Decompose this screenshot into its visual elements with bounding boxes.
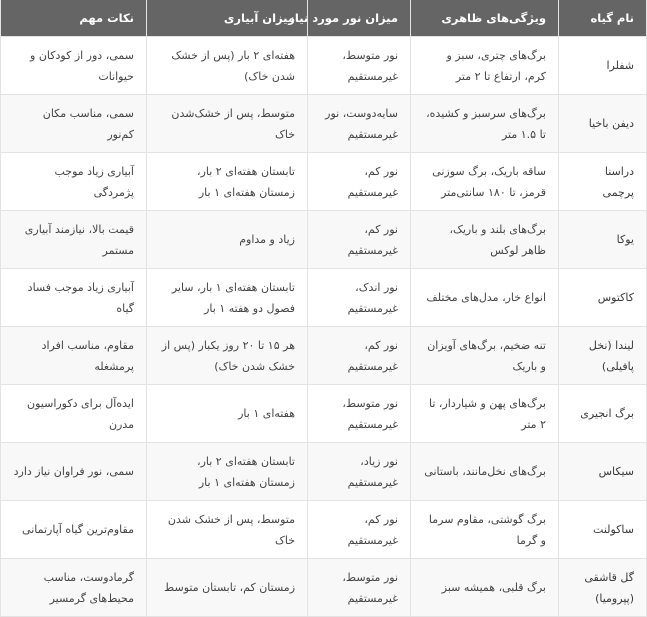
cell-light: نور متوسط، غیرمستقیم: [308, 385, 411, 443]
cell-watering: تابستان هفته‌ای ۲ بار، زمستان هفته‌ای ۱ بار: [147, 443, 308, 501]
cell-light: نور اندک، غیرمستقیم: [308, 269, 411, 327]
cell-watering: هفته‌ای ۲ بار (پس از خشک شدن خاک): [147, 37, 308, 95]
cell-light: نور کم، غیرمستقیم: [308, 211, 411, 269]
cell-light: نور زیاد، غیرمستقیم: [308, 443, 411, 501]
cell-notes: گرمادوست، مناسب محیط‌های گرمسیر: [1, 559, 147, 617]
cell-name: برگ انجیری: [559, 385, 647, 443]
cell-light: نور کم، غیرمستقیم: [308, 153, 411, 211]
cell-watering: زمستان کم، تابستان متوسط: [147, 559, 308, 617]
cell-appearance: برگ‌های پهن و شیاردار، تا ۲ متر: [411, 385, 559, 443]
cell-light: نور متوسط، غیرمستقیم: [308, 37, 411, 95]
cell-appearance: انواع خار، مدل‌های مختلف: [411, 269, 559, 327]
table-row: [1, 153, 647, 211]
table-row: [1, 37, 647, 95]
cell-name: دیفن باخیا: [559, 95, 647, 153]
cell-name: ساکولنت: [559, 501, 647, 559]
table-row: [1, 327, 647, 385]
table-row: [1, 269, 647, 327]
cell-notes: آبیاری زیاد موجب پژمردگی: [1, 153, 147, 211]
table-row: [1, 559, 647, 617]
cell-appearance: برگ‌های نخل‌مانند، باستانی: [411, 443, 559, 501]
cell-notes: مقاوم، مناسب افراد پرمشغله: [1, 327, 147, 385]
cell-appearance: برگ قلبی، همیشه سبز: [411, 559, 559, 617]
table-header: [1, 0, 647, 37]
header-light: میزان نور مورد نیاز: [308, 0, 411, 37]
cell-notes: ایده‌آل برای دکوراسیون مدرن: [1, 385, 147, 443]
cell-watering: متوسط، پس از خشک‌شدن خاک: [147, 95, 308, 153]
cell-notes: قیمت بالا، نیازمند آبیاری مستمر: [1, 211, 147, 269]
table-row: [1, 443, 647, 501]
cell-appearance: ساقه باریک، برگ سوزنی قرمز، تا ۱۸۰ سانتی‌متر: [411, 153, 559, 211]
header-notes: نکات مهم: [1, 0, 147, 37]
header-watering: میزان آبیاری: [147, 0, 308, 37]
cell-watering: متوسط، پس از خشک شدن خاک: [147, 501, 308, 559]
cell-appearance: تنه ضخیم، برگ‌های آویزان و باریک: [411, 327, 559, 385]
cell-appearance: برگ‌های بلند و باریک، ظاهر لوکس: [411, 211, 559, 269]
cell-name: شفلرا: [559, 37, 647, 95]
cell-watering: زیاد و مداوم: [147, 211, 308, 269]
cell-appearance: برگ گوشتی، مقاوم سرما و گرما: [411, 501, 559, 559]
table-body: [1, 37, 647, 617]
cell-light: سایه‌دوست، نور غیرمستقیم: [308, 95, 411, 153]
cell-watering: هر ۱۵ تا ۲۰ روز یکبار (پس از خشک شدن خاک): [147, 327, 308, 385]
cell-light: نور کم، غیرمستقیم: [308, 327, 411, 385]
cell-name: سیکاس: [559, 443, 647, 501]
header-row: [1, 0, 647, 37]
cell-name: یوکا: [559, 211, 647, 269]
header-appearance: ویژگی‌های ظاهری: [411, 0, 559, 37]
cell-appearance: برگ‌های چتری، سبز و کرم، ارتفاع تا ۲ متر: [411, 37, 559, 95]
table-row: [1, 501, 647, 559]
header-name: نام گیاه: [559, 0, 647, 37]
cell-notes: سمی، دور از کودکان و حیوانات: [1, 37, 147, 95]
cell-name: گل قاشقی (پپرومیا): [559, 559, 647, 617]
table-row: [1, 385, 647, 443]
cell-light: نور کم، غیرمستقیم: [308, 501, 411, 559]
cell-appearance: برگ‌های سرسبز و کشیده، تا ۱.۵ متر: [411, 95, 559, 153]
cell-watering: تابستان هفته‌ای ۱ بار، سایر فصول دو هفته ۱ بار: [147, 269, 308, 327]
cell-name: لیندا (نخل پافیلی): [559, 327, 647, 385]
cell-watering: هفته‌ای ۱ بار: [147, 385, 308, 443]
table-row: [1, 95, 647, 153]
cell-watering: تابستان هفته‌ای ۲ بار، زمستان هفته‌ای ۱ بار: [147, 153, 308, 211]
cell-notes: مقاوم‌ترین گیاه آپارتمانی: [1, 501, 147, 559]
cell-light: نور متوسط، غیرمستقیم: [308, 559, 411, 617]
cell-name: کاکتوس: [559, 269, 647, 327]
cell-name: دراسنا پرچمی: [559, 153, 647, 211]
cell-notes: سمی، نور فراوان نیاز دارد: [1, 443, 147, 501]
table-row: [1, 211, 647, 269]
cell-notes: آبیاری زیاد موجب فساد گیاه: [1, 269, 147, 327]
cell-notes: سمی، مناسب مکان کم‌نور: [1, 95, 147, 153]
